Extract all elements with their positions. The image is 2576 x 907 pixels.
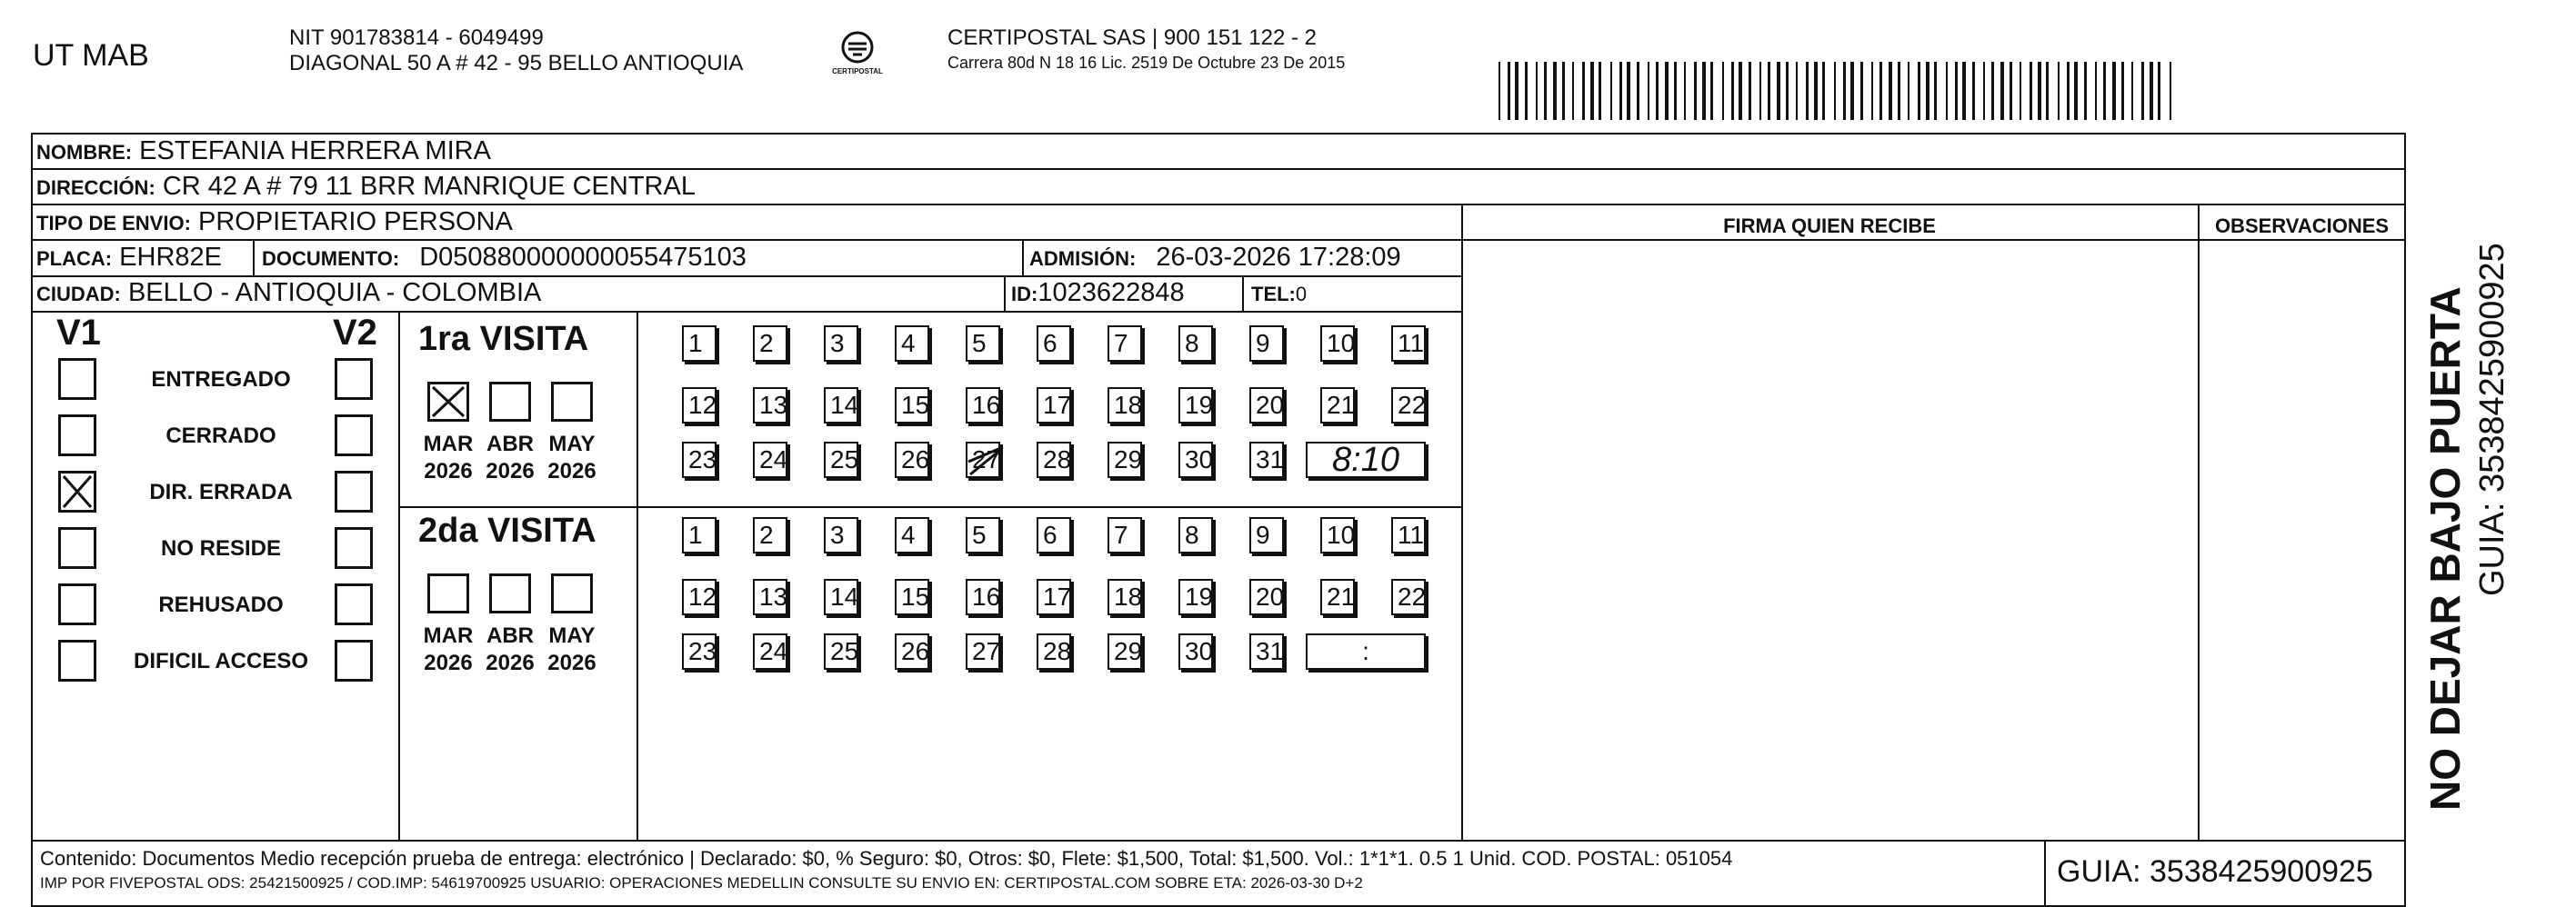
month-checkbox[interactable] — [427, 573, 469, 613]
day-box[interactable]: 3 — [824, 325, 858, 362]
day-box[interactable]: 8 — [1178, 517, 1213, 553]
day-box[interactable]: 1 — [682, 517, 717, 553]
status-label: NO RESIDE — [160, 536, 282, 561]
company-name: UT MAB — [33, 38, 149, 73]
month-label — [540, 623, 604, 677]
day-box[interactable]: 2 — [753, 517, 787, 553]
tel-cell — [1251, 278, 1307, 308]
month-name: MAY — [548, 432, 596, 456]
nombre-label: NOMBRE: — [36, 141, 133, 164]
day-box[interactable]: 11 — [1391, 517, 1426, 553]
day-box[interactable]: 28 — [1037, 633, 1071, 670]
ciudad-label: CIUDAD: — [36, 283, 121, 305]
month-label — [540, 431, 604, 485]
documento-cell — [262, 243, 747, 273]
certipostal-logo — [826, 27, 889, 82]
month-name: MAY — [548, 623, 596, 648]
day-box[interactable]: 21 — [1320, 387, 1355, 424]
status-label: DIR. ERRADA — [149, 480, 293, 504]
tel-label: TEL: — [1251, 283, 1296, 305]
day-box[interactable]: 9 — [1249, 325, 1284, 362]
month-checkbox[interactable] — [489, 382, 531, 422]
day-box[interactable]: 19 — [1178, 387, 1213, 424]
status-label: DIFICIL ACCESO — [133, 649, 308, 673]
day-box[interactable]: 12 — [682, 387, 717, 424]
day-box[interactable]: 16 — [966, 387, 1000, 424]
day-box[interactable]: 9 — [1249, 517, 1284, 553]
day-box[interactable]: 17 — [1037, 387, 1071, 424]
month-label — [478, 623, 542, 677]
day-box[interactable]: 31 — [1249, 442, 1284, 478]
day-box[interactable]: 1 — [682, 325, 717, 362]
day-box[interactable]: 6 — [1037, 325, 1071, 362]
no-dejar-text: NO DEJAR BAJO PUERTA — [2421, 286, 2469, 811]
month-label — [478, 431, 542, 485]
day-box[interactable]: 14 — [824, 387, 858, 424]
day-box[interactable]: 31 — [1249, 633, 1284, 670]
day-box[interactable]: 15 — [895, 579, 929, 615]
check-x-icon — [60, 473, 95, 511]
footer-guia: GUIA: 3538425900925 — [2057, 854, 2373, 889]
month-year: 2026 — [547, 459, 596, 483]
nombre-row — [36, 136, 491, 166]
documento-label: DOCUMENTO: — [262, 247, 400, 270]
day-box[interactable]: 7 — [1108, 325, 1142, 362]
v2-checkbox[interactable] — [335, 583, 373, 625]
direccion-value: CR 42 A # 79 11 BRR MANRIQUE CENTRAL — [162, 172, 696, 201]
month-checkbox[interactable] — [427, 382, 469, 422]
month-year: 2026 — [547, 651, 596, 675]
day-box[interactable]: 22 — [1391, 387, 1426, 424]
logo-text: CERTIPOSTAL — [832, 67, 883, 75]
day-box[interactable]: 20 — [1249, 387, 1284, 424]
documento-value: D050880000000055475103 — [419, 243, 747, 272]
day-box[interactable]: 13 — [753, 387, 787, 424]
day-box[interactable]: 5 — [966, 325, 1000, 362]
month-checkbox[interactable] — [551, 382, 593, 422]
v1-checkbox[interactable] — [58, 640, 96, 682]
v2-header: V2 — [333, 313, 377, 353]
tel-value: 0 — [1295, 283, 1308, 305]
day-box[interactable]: 15 — [895, 387, 929, 424]
day-box[interactable]: 7 — [1108, 517, 1142, 553]
visit1-title: 1ra VISITA — [418, 320, 589, 358]
month-checkbox[interactable] — [551, 573, 593, 613]
side-guia — [2473, 243, 2512, 596]
admision-cell — [1029, 243, 1401, 273]
month-label — [416, 623, 480, 677]
scribble-mark-icon — [967, 444, 1007, 480]
day-box[interactable]: 10 — [1320, 517, 1355, 553]
v1-checkbox[interactable] — [58, 358, 96, 400]
v1-checkbox[interactable] — [58, 527, 96, 569]
month-year: 2026 — [424, 459, 473, 483]
month-name: ABR — [486, 623, 534, 648]
day-box[interactable]: 18 — [1108, 387, 1142, 424]
month-year: 2026 — [486, 651, 535, 675]
tipo-envio-label: TIPO DE ENVIO: — [36, 212, 191, 234]
day-box[interactable]: 18 — [1108, 579, 1142, 615]
v2-checkbox[interactable] — [335, 640, 373, 682]
day-box[interactable]: 12 — [682, 579, 717, 615]
signature-area[interactable] — [1463, 241, 2198, 840]
time-box[interactable]: 8:10 — [1306, 442, 1426, 478]
month-name: MAR — [423, 432, 474, 456]
side-guia-text: GUIA: 3538425900925 — [2473, 243, 2511, 596]
day-box[interactable]: 16 — [966, 579, 1000, 615]
day-box[interactable]: 5 — [966, 517, 1000, 553]
day-box[interactable]: 24 — [753, 442, 787, 478]
day-box[interactable]: 25 — [824, 442, 858, 478]
day-box[interactable]: 30 — [1178, 442, 1213, 478]
day-box[interactable]: 6 — [1037, 517, 1071, 553]
day-box[interactable]: 26 — [895, 633, 929, 670]
month-name: MAR — [423, 623, 474, 648]
company-nit: NIT 901783814 - 6049499 — [289, 25, 544, 50]
observaciones-header: OBSERVACIONES — [2214, 214, 2390, 237]
day-box[interactable]: 22 — [1391, 579, 1426, 615]
month-year: 2026 — [424, 651, 473, 675]
footer-imp: IMP POR FIVEPOSTAL ODS: 25421500925 / COD.IMP: 54619700925 USUARIO: OPERACIONES MEDELLIN CONSULTE SU ENVIO EN: CERTIPOSTAL.COM SOBRE ETA: 2026-03-30 D+2 — [40, 874, 1363, 892]
v2-checkbox[interactable] — [335, 358, 373, 400]
day-box[interactable]: 17 — [1037, 579, 1071, 615]
v2-checkbox[interactable] — [335, 527, 373, 569]
day-box[interactable]: 19 — [1178, 579, 1213, 615]
firma-header: FIRMA QUIEN RECIBE — [1723, 214, 1936, 237]
company-address: DIAGONAL 50 A # 42 - 95 BELLO ANTIOQUIA — [289, 51, 744, 75]
barcode — [1498, 62, 2175, 120]
certipostal-license: Carrera 80d N 18 16 Lic. 2519 De Octubre 23 De 2015 — [947, 54, 1346, 72]
v2-checkbox[interactable] — [335, 471, 373, 513]
observaciones-area[interactable] — [2200, 241, 2404, 840]
day-box[interactable]: 10 — [1320, 325, 1355, 362]
ciudad-cell — [36, 278, 541, 308]
id-value: 1023622848 — [1037, 278, 1185, 307]
day-box[interactable]: 11 — [1391, 325, 1426, 362]
day-box[interactable]: 27 — [966, 442, 1000, 478]
month-year: 2026 — [486, 459, 535, 483]
v1-header: V1 — [56, 313, 101, 353]
footer-content: Contenido: Documentos Medio recepción prueba de entrega: electrónico | Declarado: $0, % Seguro: $0, Otros: $0, Flete: $1,500, Total: $1,500. Vol.: 1*1*1. 0.5 1 Unid. COD. POSTAL: 051054 — [40, 847, 1733, 870]
day-box[interactable]: 8 — [1178, 325, 1213, 362]
time-box[interactable]: : — [1306, 633, 1426, 670]
v1-checkbox[interactable] — [58, 414, 96, 456]
admision-value: 26-03-2026 17:28:09 — [1156, 243, 1401, 272]
id-cell — [1011, 278, 1185, 308]
status-label: REHUSADO — [158, 593, 284, 617]
day-box[interactable]: 24 — [753, 633, 787, 670]
day-box[interactable]: 26 — [895, 442, 929, 478]
day-box[interactable]: 25 — [824, 633, 858, 670]
id-label: ID: — [1011, 283, 1038, 305]
admision-label: ADMISIÓN: — [1029, 247, 1137, 270]
day-box[interactable]: 23 — [682, 633, 717, 670]
placa-label: PLACA: — [36, 247, 113, 270]
day-box[interactable]: 4 — [895, 325, 929, 362]
day-box[interactable]: 14 — [824, 579, 858, 615]
day-box[interactable]: 29 — [1108, 633, 1142, 670]
tipo-envio-value: PROPIETARIO PERSONA — [197, 207, 513, 236]
side-warning — [2421, 286, 2470, 811]
direccion-row — [36, 172, 696, 202]
month-checkbox[interactable] — [489, 573, 531, 613]
day-box[interactable]: 2 — [753, 325, 787, 362]
month-name: ABR — [486, 432, 534, 456]
day-box[interactable]: 4 — [895, 517, 929, 553]
day-box[interactable]: 20 — [1249, 579, 1284, 615]
v2-checkbox[interactable] — [335, 414, 373, 456]
day-box[interactable]: 21 — [1320, 579, 1355, 615]
status-label: CERRADO — [165, 424, 276, 448]
ciudad-value: BELLO - ANTIOQUIA - COLOMBIA — [127, 278, 542, 307]
v1-checkbox[interactable] — [58, 583, 96, 625]
day-box[interactable]: 27 — [966, 633, 1000, 670]
day-box[interactable]: 28 — [1037, 442, 1071, 478]
check-x-icon — [429, 384, 467, 420]
status-label: ENTREGADO — [151, 367, 291, 392]
v1-checkbox[interactable] — [58, 471, 96, 513]
visit2-title: 2da VISITA — [418, 512, 596, 550]
tipo-envio-row — [36, 207, 513, 237]
placa-value: EHR82E — [119, 243, 222, 272]
month-label — [416, 431, 480, 485]
placa-cell — [36, 243, 222, 273]
day-box[interactable]: 29 — [1108, 442, 1142, 478]
day-box[interactable]: 3 — [824, 517, 858, 553]
day-box[interactable]: 23 — [682, 442, 717, 478]
nombre-value: ESTEFANIA HERRERA MIRA — [139, 136, 491, 165]
day-box[interactable]: 30 — [1178, 633, 1213, 670]
day-box[interactable]: 13 — [753, 579, 787, 615]
direccion-label: DIRECCIÓN: — [36, 176, 155, 199]
certipostal-name: CERTIPOSTAL SAS | 900 151 122 - 2 — [947, 25, 1317, 50]
